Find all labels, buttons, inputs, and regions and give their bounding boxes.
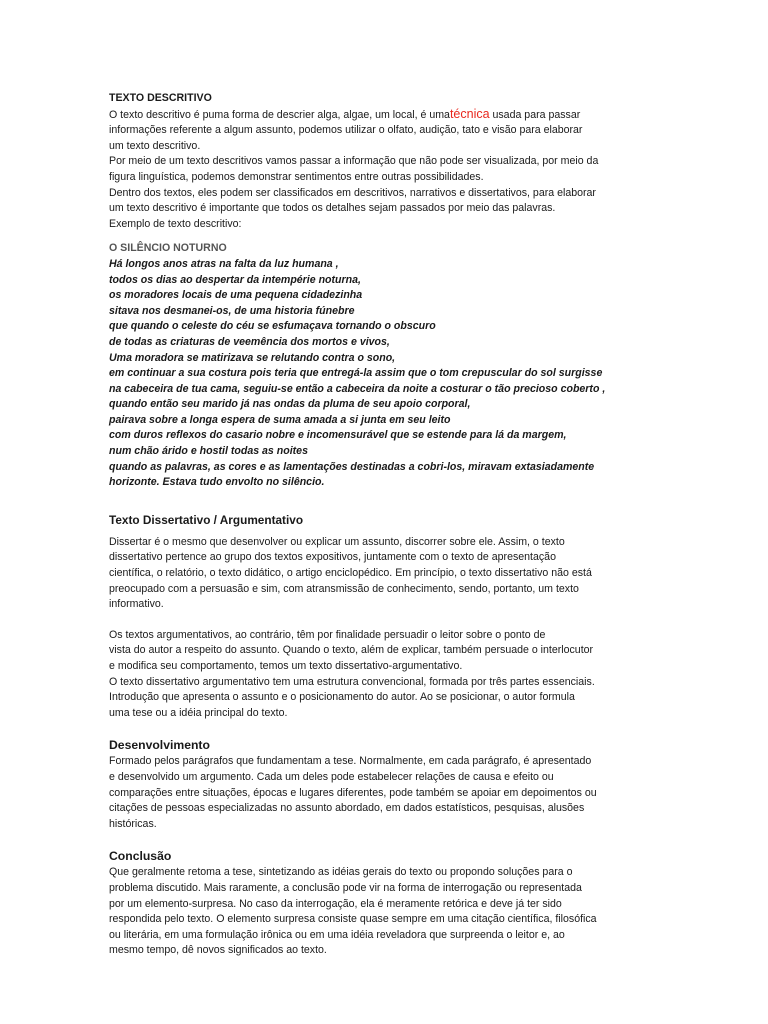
- spacer: [109, 491, 639, 511]
- paragraph-line: mesmo tempo, dê novos significados ao texto.: [109, 944, 327, 957]
- paragraph-line: e desenvolvido um argumento. Cada um deles pode estabelecer relações de causa e efeito ou: [109, 770, 554, 783]
- paragraph-line: Por meio de um texto descritivos vamos passar a informação que não pode ser visualizada, por meio da: [109, 155, 599, 168]
- spacer: [109, 613, 639, 628]
- poem-line: quando então seu marido já nas ondas da pluma de seu apoio corporal,: [109, 398, 471, 411]
- paragraph-line: e modifica seu comportamento, temos um texto dissertativo-argumentativo.: [109, 660, 463, 672]
- section-heading-dissertativo: Texto Dissertativo / Argumentativo: [109, 512, 304, 527]
- text-run: O texto descritivo é puma forma de descrier alga, algae, um local, é uma: [109, 108, 450, 121]
- poem-line: que quando o celeste do céu se esfumaçava tornando o obscuro: [109, 320, 436, 333]
- paragraph-line: por um elemento-surpresa. No caso da interrogação, ela é meramente retórica e deve já ter sido: [109, 897, 562, 910]
- poem-line: num chão árido e hostil todas as noites: [109, 445, 308, 458]
- paragraph-line: problema discutido. Mais raramente, a conclusão pode vir na forma de interrogação ou representada: [109, 881, 582, 894]
- poem-body: [109, 257, 639, 491]
- poem-line: sitava nos desmanei-os, de uma historia fúnebre: [109, 304, 355, 317]
- paragraph-line: respondida pelo texto. O elemento surpresa consiste quase sempre em uma citação científica, filosófica: [109, 913, 597, 926]
- poem-title: O SILÊNCIO NOTURNO: [109, 242, 227, 255]
- poem-line: em continuar a sua costura pois teria que entregá-la assim que o tom crepuscular do sol surgisse: [109, 367, 603, 380]
- paragraph-line: preocupado com a persuasão e sim, com atransmissão de conhecimento, sendo, portanto, um texto: [109, 582, 579, 595]
- spacer: [109, 721, 639, 736]
- spacer: [109, 232, 639, 241]
- poem-line: quando as palavras, as cores e as lamentações destinadas a cobri-los, miravam extasiadamente: [109, 460, 595, 473]
- paragraph-line: Que geralmente retoma a tese, sintetizando as idéias gerais do texto ou propondo soluções para o: [109, 866, 573, 879]
- poem-line: na cabeceira de tua cama, seguiu-se então a cabeceira da noite a costurar o tão precioso coberto ,: [109, 382, 606, 395]
- paragraph-line: Dissertar é o mesmo que desenvolver ou explicar um assunto, discorrer sobre ele. Assim, o texto: [109, 535, 565, 548]
- poem-line: pairava sobre a longa espera de suma amada a si junta em seu leito: [109, 413, 451, 426]
- paragraph-line: um texto descritivo.: [109, 139, 201, 152]
- paragraph-line: ou literária, em uma formulação irônica ou em uma idéia reveladora que surpreenda o leitor e, ao: [109, 928, 565, 941]
- paragraph-line: citações de pessoas especializadas no assunto abordado, em dados estatísticos, pesquisas, alusões: [109, 802, 585, 815]
- section-heading-texto-descritivo: TEXTO DESCRITIVO: [109, 92, 212, 104]
- paragraph-line: informativo.: [109, 598, 164, 611]
- poem-line: Uma moradora se matirizava se relutando contra o sono,: [109, 351, 396, 364]
- paragraph-line: vista do autor a respeito do assunto. Quando o texto, além de explicar, também persuade o interlocutor: [109, 644, 594, 657]
- poem-line: com duros reflexos do casario nobre e incomensurável que se estende para lá da margem,: [109, 429, 567, 442]
- paragraph-line: figura linguística, podemos demonstrar sentimentos entre outras possibilidades.: [109, 170, 484, 183]
- text-run: usada para passar: [489, 108, 581, 121]
- paragraph-line: um texto descritivo é importante que todos os detalhes sejam passados por meio das palavras.: [109, 202, 556, 215]
- poem-line: os moradores locais de uma pequena cidadezinha: [109, 289, 363, 302]
- document-page: [109, 91, 639, 959]
- paragraph-line: Dentro dos textos, eles podem ser classificados em descritivos, narrativos e dissertativos, para elaborar: [109, 186, 596, 199]
- spacer: [109, 832, 639, 847]
- paragraph-line: O texto dissertativo argumentativo tem uma estrutura convencional, formada por três partes essenciais.: [109, 675, 595, 688]
- paragraph-line: dissertativo pertence ao grupo dos textos expositivos, juntamente com o texto de apresentação: [109, 551, 556, 564]
- section-heading-desenvolvimento: Desenvolvimento: [109, 738, 210, 753]
- paragraph-line: históricas.: [109, 817, 157, 830]
- tecnica-link[interactable]: técnica: [449, 106, 490, 121]
- paragraph-line: uma tese ou a idéia principal do texto.: [109, 706, 288, 719]
- poem-line: horizonte. Estava tudo envolto no silêncio.: [109, 476, 325, 489]
- poem-line: todos os dias ao despertar da intempérie noturna,: [109, 273, 361, 286]
- paragraph-line: científica, o relatório, o texto didático, o artigo enciclopédico. Em princípio, o texto dissertativo não está: [109, 567, 592, 580]
- paragraph-line: Introdução que apresenta o assunto e o posicionamento do autor. Ao se posicionar, o autor formula: [109, 691, 575, 704]
- paragraph-line: Exemplo de texto descritivo:: [109, 217, 242, 230]
- paragraph-line: informações referente a algum assunto, podemos utilizar o olfato, audição, tato e visão para elaborar: [109, 124, 583, 137]
- poem-line: de todas as criaturas de veemência dos mortos e vivos,: [109, 335, 390, 348]
- poem-line: Há longos anos atras na falta da luz humana ,: [109, 257, 339, 270]
- paragraph-line: Os textos argumentativos, ao contrário, têm por finalidade persuadir o leitor sobre o ponto de: [109, 628, 546, 641]
- paragraph-line: [109, 107, 639, 124]
- section-heading-conclusao: Conclusão: [109, 849, 172, 864]
- paragraph-line: Formado pelos parágrafos que fundamentam a tese. Normalmente, em cada parágrafo, é apresentado: [109, 755, 592, 768]
- paragraph-line: comparações entre situações, épocas e lugares diferentes, pode também se apoiar em depoimentos ou: [109, 786, 597, 799]
